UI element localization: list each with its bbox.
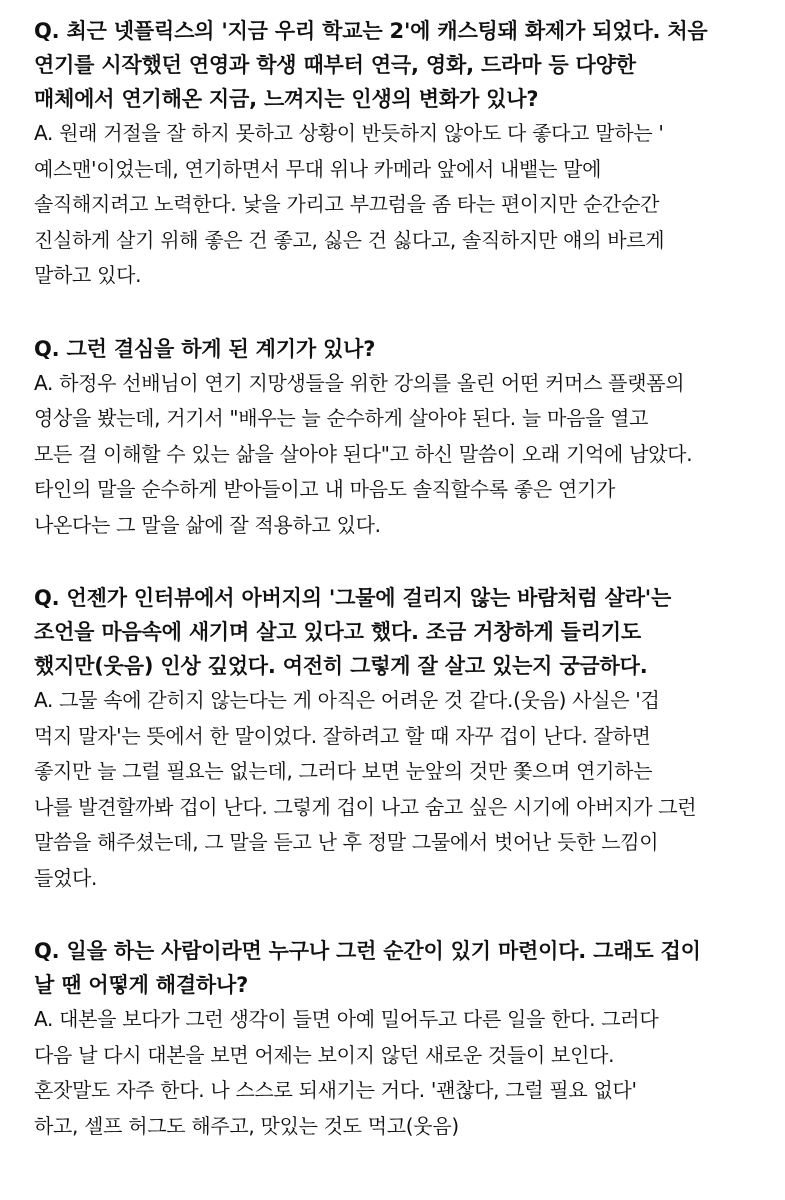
qa-block-4 — [34, 934, 753, 1144]
qa-block-1 — [34, 14, 753, 294]
answer-1 — [34, 116, 753, 294]
question-line: 매체에서 연기해온 지금, 느껴지는 인생의 변화가 있나? — [34, 87, 539, 111]
answer-line: 진실하게 살기 위해 좋은 건 좋고, 싫은 건 싫다고, 솔직하지만 얘의 바르게 — [34, 227, 665, 252]
question-line: Q. 언젠가 인터뷰에서 아버지의 '그물에 걸리지 않는 바람처럼 살라'는 — [34, 586, 672, 610]
answer-line: 먹지 말자'는 뜻에서 한 말이었다. 잘하려고 할 때 자꾸 겁이 난다. 잘하면 — [34, 723, 651, 748]
answer-line: 하고, 셀프 허그도 해주고, 맛있는 것도 먹고(웃음) — [34, 1113, 459, 1138]
answer-line: A. 원래 거절을 잘 하지 못하고 상황이 반듯하지 않아도 다 좋다고 말하는 ' — [34, 121, 664, 145]
question-line: Q. 그런 결심을 하게 된 계기가 있나? — [34, 336, 376, 361]
question-4 — [34, 934, 753, 1002]
question-3 — [34, 581, 753, 683]
answer-line: 들었다. — [34, 865, 98, 890]
answer-line: A. 하정우 선배님이 연기 지망생들을 위한 강의를 올린 어떤 커머스 플랫폼의 — [34, 370, 685, 395]
answer-line: 솔직해지려고 노력한다. 낯을 가리고 부끄럼을 좀 타는 편이지만 순간순간 — [34, 192, 660, 216]
answer-line: 예스맨'이었는데, 연기하면서 무대 위나 카메라 앞에서 내뱉는 말에 — [34, 156, 602, 181]
qa-block-2 — [34, 332, 753, 544]
question-2 — [34, 332, 753, 366]
question-line: 연기를 시작했던 연영과 학생 때부터 연극, 영화, 드라마 등 다양한 — [34, 53, 636, 77]
question-1 — [34, 14, 753, 116]
answer-line: A. 그물 속에 갇히지 않는다는 게 아직은 어려운 것 같다.(웃음) 사실은 '겁 — [34, 688, 660, 712]
answer-4 — [34, 1002, 753, 1144]
answer-2 — [34, 366, 753, 544]
answer-line: 나를 발견할까봐 겁이 난다. 그렇게 겁이 나고 숨고 싶은 시기에 아버지가 그런 — [34, 794, 697, 819]
answer-line: 말씀을 해주셨는데, 그 말을 듣고 난 후 정말 그물에서 벗어난 듯한 느낌이 — [34, 830, 659, 854]
qa-block-3 — [34, 581, 753, 896]
question-line: 날 땐 어떻게 해결하나? — [34, 973, 249, 997]
question-line: Q. 최근 넷플릭스의 '지금 우리 학교는 2'에 캐스팅돼 화제가 되었다. 처음 — [34, 19, 708, 43]
answer-line: A. 대본을 보다가 그런 생각이 들면 아예 밀어두고 다른 일을 한다. 그러다 — [34, 1007, 659, 1031]
answer-line: 좋지만 늘 그럴 필요는 없는데, 그러다 보면 눈앞의 것만 쫓으며 연기하는 — [34, 759, 653, 783]
answer-line: 타인의 말을 순수하게 받아들이고 내 마음도 솔직할수록 좋은 연기가 — [34, 477, 616, 501]
question-line: Q. 일을 하는 사람이라면 누구나 그런 순간이 있기 마련이다. 그래도 겁이 — [34, 939, 701, 963]
question-line: 조언을 마음속에 새기며 살고 있다고 했다. 조금 거창하게 들리기도 — [34, 620, 641, 644]
answer-line: 영상을 봤는데, 거기서 "배우는 늘 순수하게 살아야 된다. 늘 마음을 열고 — [34, 406, 649, 430]
answer-line: 다음 날 다시 대본을 보면 어제는 보이지 않던 새로운 것들이 보인다. — [34, 1042, 615, 1067]
answer-3 — [34, 683, 753, 896]
question-line: 했지만(웃음) 인상 깊었다. 여전히 그렇게 잘 살고 있는지 궁금하다. — [34, 654, 648, 678]
answer-line: 혼잣말도 자주 한다. 나 스스로 되새기는 거다. '괜찮다, 그럴 필요 없다' — [34, 1078, 637, 1102]
answer-line: 나온다는 그 말을 삶에 잘 적용하고 있다. — [34, 512, 381, 537]
answer-line: 말하고 있다. — [34, 263, 142, 287]
answer-line: 모든 걸 이해할 수 있는 삶을 살아야 된다"고 하신 말씀이 오래 기억에 남았다. — [34, 441, 693, 466]
